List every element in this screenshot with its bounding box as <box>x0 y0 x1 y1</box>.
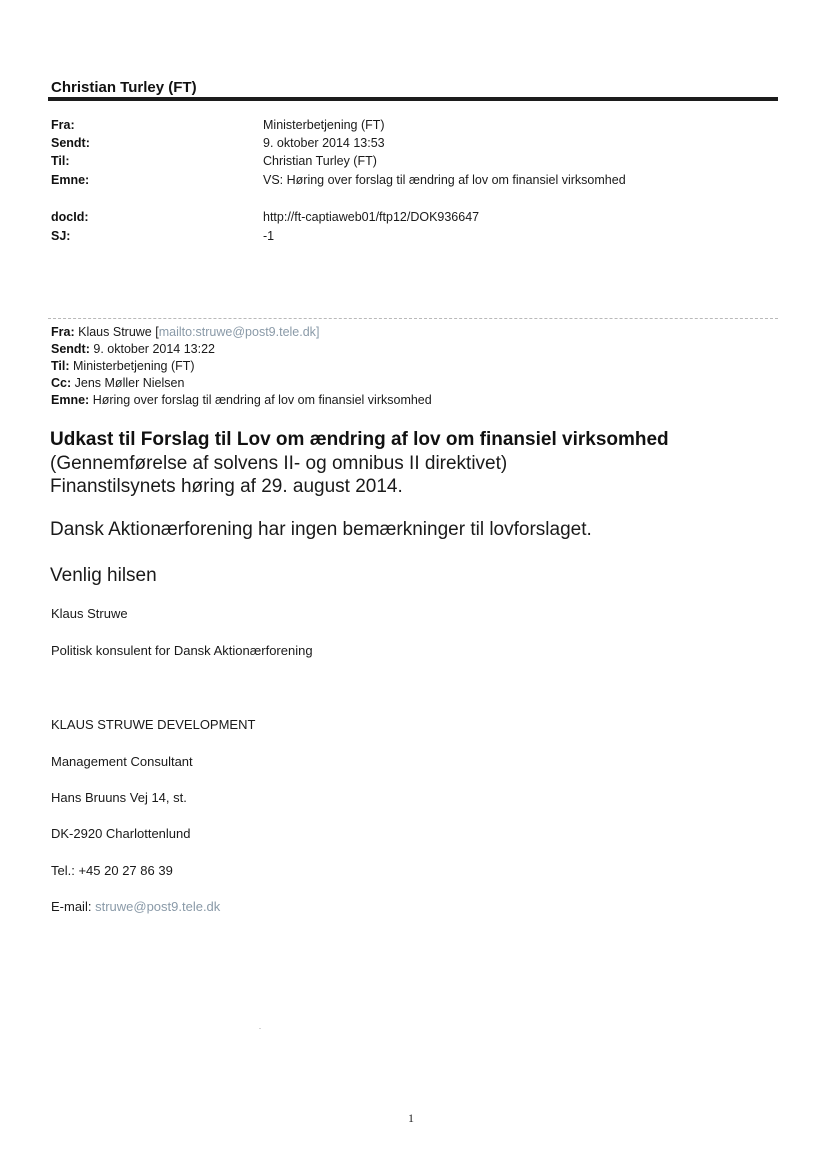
docid-value: http://ft-captiaweb01/ftp12/DOK936647 <box>263 210 480 224</box>
sent-value: 9. oktober 2014 13:53 <box>263 136 385 150</box>
signature-city: DK-2920 Charlottenlund <box>51 826 191 841</box>
signature-street: Hans Bruuns Vej 14, st. <box>51 790 187 805</box>
sj-value: -1 <box>263 229 275 243</box>
forwarded-to-line <box>51 359 195 373</box>
signature-company: KLAUS STRUWE DEVELOPMENT <box>51 717 256 732</box>
body-statement: Dansk Aktionærforening har ingen bemærkninger til lovforslaget. <box>50 519 592 540</box>
body-subheading-2: Finanstilsynets høring af 29. august 2014. <box>50 476 403 497</box>
forwarded-from-label: Fra: <box>51 325 75 339</box>
forwarded-sent-label: Sendt: <box>51 342 90 356</box>
forwarded-from-bracket-close: ] <box>315 325 320 339</box>
sent-label: Sendt: <box>51 136 90 150</box>
from-label: Fra: <box>51 118 75 132</box>
body-subheading-1: (Gennemførelse af solvens II- og omnibus II direktivet) <box>50 453 508 474</box>
body-heading: Udkast til Forslag til Lov om ændring af lov om finansiel virksomhed <box>50 429 669 450</box>
body-greeting: Venlig hilsen <box>50 565 157 586</box>
forwarded-subject-line <box>51 393 432 407</box>
forwarded-from-value: Klaus Struwe <box>78 325 152 339</box>
forwarded-to-label: Til: <box>51 359 70 373</box>
scan-speck <box>259 1028 261 1029</box>
from-value: Ministerbetjening (FT) <box>263 118 385 132</box>
forwarded-cc-value: Jens Møller Nielsen <box>74 376 185 390</box>
docid-label: docId: <box>51 210 89 224</box>
forward-divider <box>48 318 778 319</box>
signature-email-label: E-mail: <box>51 899 92 914</box>
forwarded-cc-label: Cc: <box>51 376 72 390</box>
forwarded-sent-line <box>51 342 215 356</box>
forwarded-cc-line <box>51 376 184 390</box>
document-owner-name: Christian Turley (FT) <box>51 79 197 96</box>
sender-name: Klaus Struwe <box>51 606 128 621</box>
sender-title: Politisk konsulent for Dansk Aktionærforening <box>51 643 313 658</box>
subject-label: Emne: <box>51 173 90 187</box>
to-label: Til: <box>51 154 70 168</box>
signature-email-line <box>51 899 220 914</box>
signature-role: Management Consultant <box>51 754 193 769</box>
forwarded-sent-value: 9. oktober 2014 13:22 <box>93 342 215 356</box>
forwarded-from-mailto-link[interactable]: mailto:struwe@post9.tele.dk <box>158 325 316 339</box>
header-rule <box>48 97 778 101</box>
signature-phone: Tel.: +45 20 27 86 39 <box>51 863 173 878</box>
forwarded-subject-label: Emne: <box>51 393 90 407</box>
page-number: 1 <box>408 1111 414 1125</box>
signature-email-link[interactable]: struwe@post9.tele.dk <box>95 899 221 914</box>
forwarded-from-bracket-open: [ <box>155 325 159 339</box>
sj-label: SJ: <box>51 229 71 243</box>
forwarded-subject-value: Høring over forslag til ændring af lov om finansiel virksomhed <box>92 393 432 407</box>
forwarded-from-line <box>51 325 319 339</box>
to-value: Christian Turley (FT) <box>263 154 377 168</box>
subject-value: VS: Høring over forslag til ændring af lov om finansiel virksomhed <box>263 173 626 187</box>
forwarded-to-value: Ministerbetjening (FT) <box>73 359 195 373</box>
